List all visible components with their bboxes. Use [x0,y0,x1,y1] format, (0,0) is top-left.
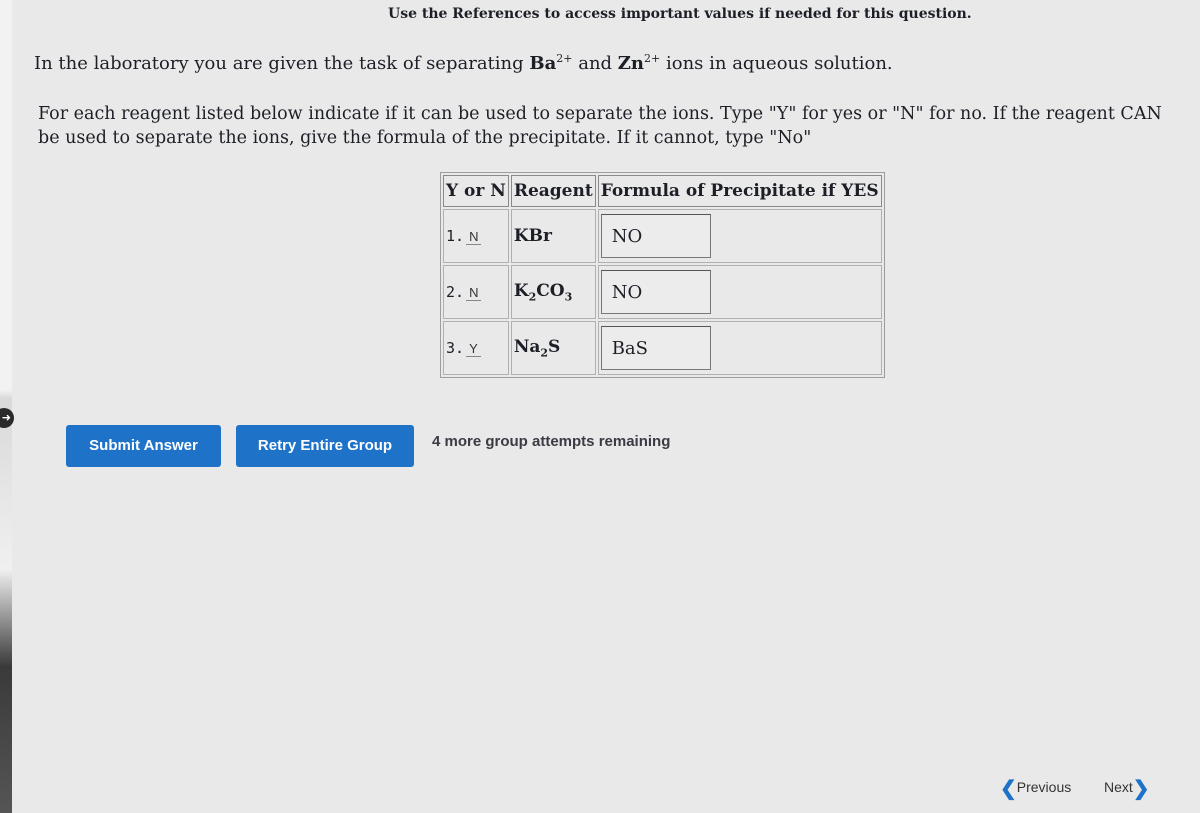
next-button[interactable] [1104,776,1150,801]
attempts-remaining-text: 4 more group attempts remaining [432,433,671,450]
reagent-name: $K_2CO_3$ [511,265,596,319]
table-row [443,209,882,263]
formula-input[interactable]: NO [601,214,711,258]
row-number: 1. [446,227,465,245]
yn-select[interactable]: Y [466,341,481,357]
yn-cell [443,321,509,375]
formula-input[interactable]: BaS [601,326,711,370]
left-window-edge [0,0,12,813]
table-header-row [443,175,882,207]
previous-button[interactable] [1000,776,1071,801]
ion1-symbol: Ba [529,53,557,74]
table-row [443,321,882,375]
yn-select[interactable]: N [466,229,481,245]
ion2-symbol: Zn [617,53,645,74]
header-reagent: Reagent [511,175,596,207]
retry-entire-group-button[interactable]: Retry Entire Group [236,425,414,467]
header-formula: Formula of Precipitate if YES [598,175,882,207]
submit-answer-button[interactable]: Submit Answer [66,425,221,467]
formula-cell [598,265,882,319]
reagent-name: $Na_2S$ [511,321,596,375]
formula-cell [598,209,882,263]
ion2-charge: 2+ [644,52,661,65]
yn-cell [443,209,509,263]
formula-cell [598,321,882,375]
table-row [443,265,882,319]
chevron-left-icon: ❮ [1000,778,1017,800]
intro-and: and [572,53,618,74]
question-intro [34,52,893,74]
row-number: 3. [446,339,465,357]
next-label: Next [1104,779,1133,796]
ion1-charge: 2+ [556,52,573,65]
question-instructions: For each reagent listed below indicate if it can be used to separate the ions. Type "Y" for yes or "N" for no. If the reagent CAN be used to separate the ions, give the formula of the precipitate. If it cannot, type "No" [38,104,1162,148]
chevron-right-icon: ❯ [1132,778,1150,800]
intro-suffix: ions in aqueous solution. [660,53,893,74]
yn-select[interactable]: N [466,285,481,301]
reagent-name: KBr [511,209,596,263]
references-notice: Use the References to access important values if needed for this question. [388,6,972,22]
formula-input[interactable]: NO [601,270,711,314]
previous-label: Previous [1016,779,1072,796]
yn-cell [443,265,509,319]
row-number: 2. [446,283,465,301]
back-arrow-icon[interactable]: ➜ [0,408,14,428]
header-yn: Y or N [443,175,509,207]
reagent-table [440,172,885,378]
intro-prefix: In the laboratory you are given the task of separating [34,53,530,74]
